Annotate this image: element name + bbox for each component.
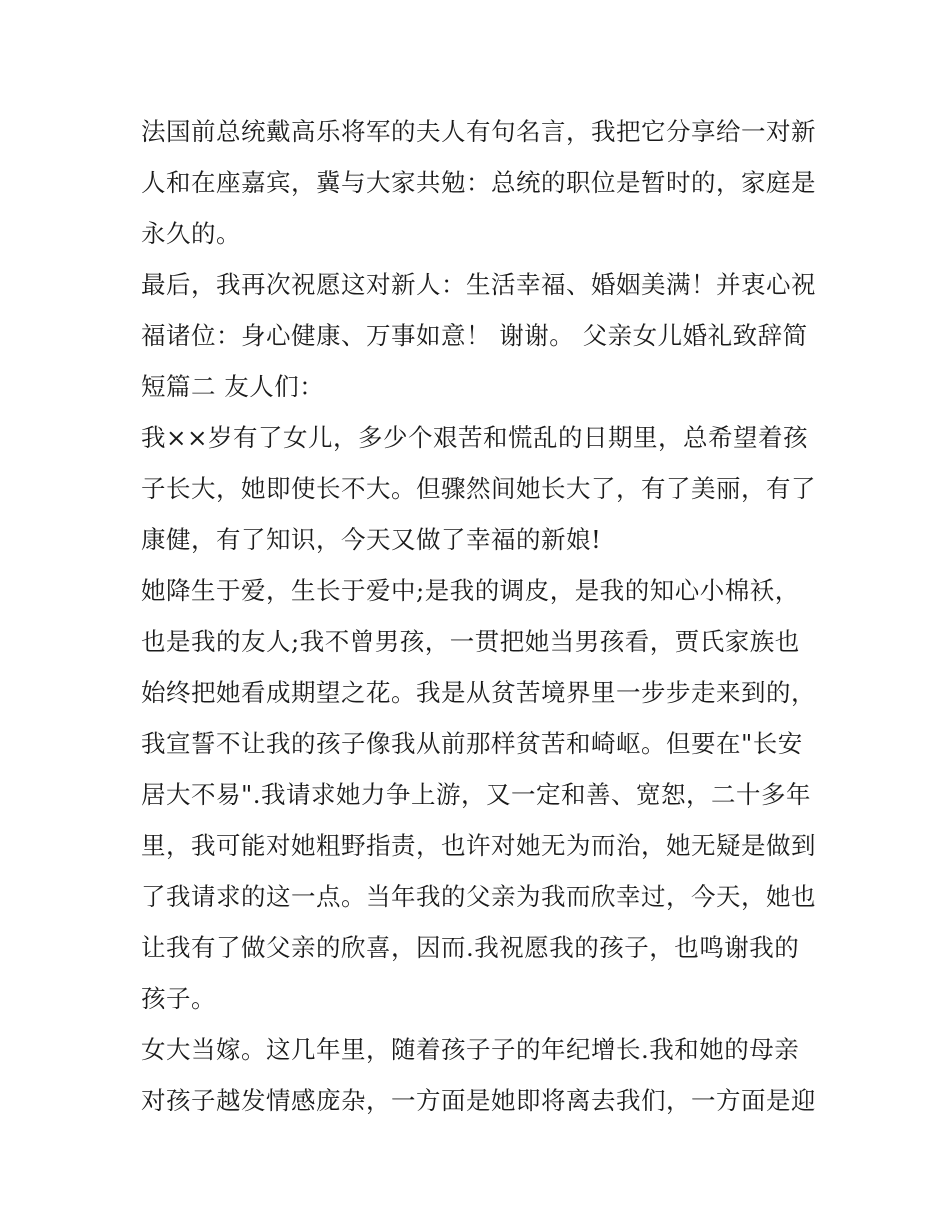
text-line: 里，我可能对她粗野指责，也许对她无为而治，她无疑是做到 [141, 831, 816, 860]
text-line: 女大当嫁。这几年里，随着孩子子的年纪增长.我和她的母亲 [141, 1035, 800, 1064]
text-line: 人和在座嘉宾，冀与大家共勉：总统的职位是暂时的，家庭是 [141, 168, 816, 197]
text-line: 福诸位：身心健康、万事如意！ 谢谢。 父亲女儿婚礼致辞简 [141, 321, 808, 350]
text-line: 我宣誓不让我的孩子像我从前那样贫苦和崎岖。但要在"长安 [141, 729, 803, 758]
text-line: 她降生于爱，生长于爱中;是我的调皮，是我的知心小棉袄， [141, 576, 800, 605]
text-line: 子长大，她即使长不大。但骤然间她长大了，有了美丽，有了 [141, 474, 816, 503]
text-line: 最后，我再次祝愿这对新人：生活幸福、婚姻美满！并衷心祝 [141, 270, 816, 299]
text-line: 让我有了做父亲的欣喜，因而.我祝愿我的孩子，也鸣谢我的 [141, 933, 800, 962]
text-line: 了我请求的这一点。当年我的父亲为我而欣幸过，今天，她也 [141, 882, 816, 911]
text-line: 对孩子越发情感庞杂，一方面是她即将离去我们，一方面是迎 [141, 1086, 816, 1115]
text-line: 康健，有了知识，今天又做了幸福的新娘! [141, 525, 602, 554]
text-line: 短篇二 友人们： [141, 372, 325, 401]
text-line: 法国前总统戴高乐将军的夫人有句名言，我把它分享给一对新 [141, 117, 816, 146]
text-line: 永久的。 [141, 219, 241, 248]
document-body [141, 106, 821, 1126]
text-line: 也是我的友人;我不曾男孩，一贯把她当男孩看，贾氏家族也 [141, 627, 800, 656]
text-line: 始终把她看成期望之花。我是从贫苦境界里一步步走来到的， [141, 678, 816, 707]
text-line: 我××岁有了女儿，多少个艰苦和慌乱的日期里，总希望着孩 [141, 423, 809, 452]
text-line: 孩子。 [141, 984, 216, 1013]
text-line: 居大不易".我请求她力争上游，又一定和善、宽恕，二十多年 [141, 780, 812, 809]
